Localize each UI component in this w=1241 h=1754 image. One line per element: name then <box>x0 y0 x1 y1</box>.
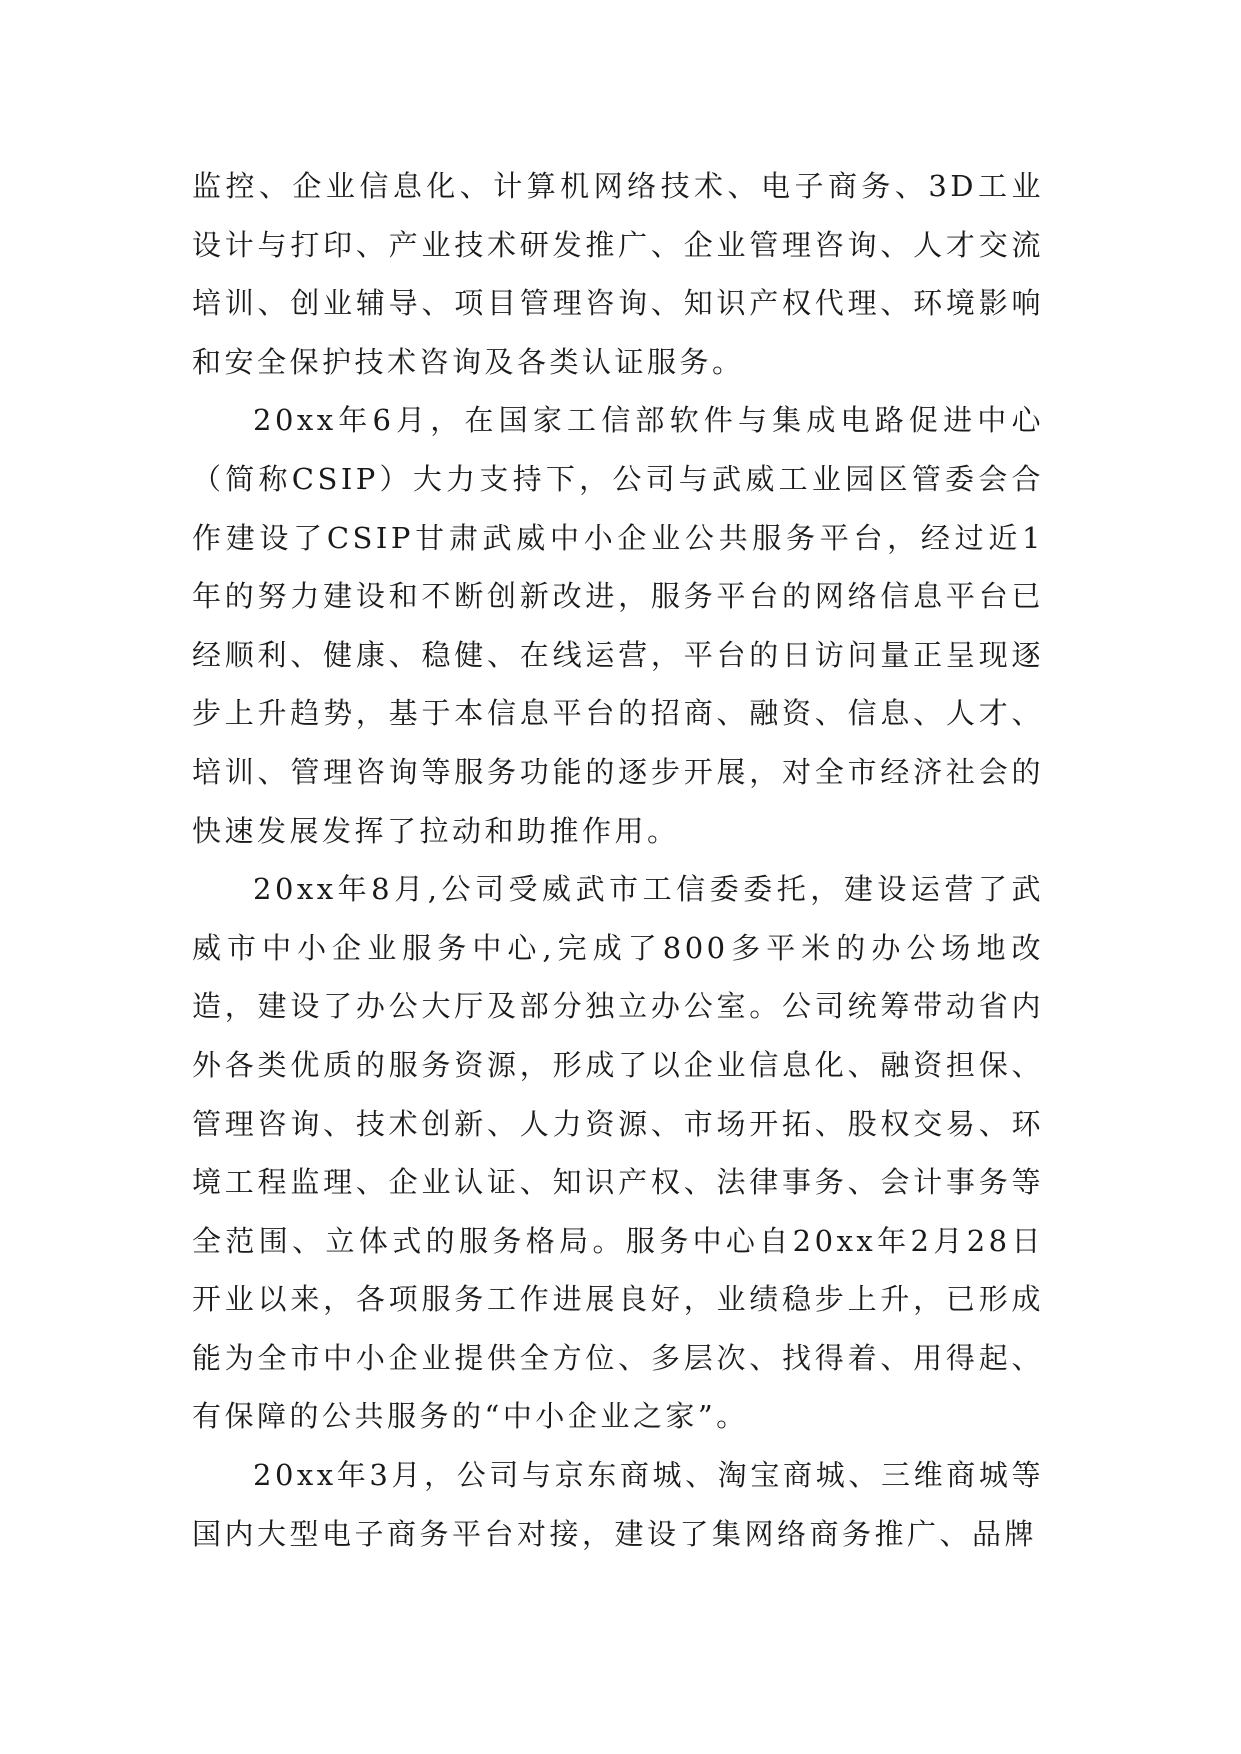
document-body <box>192 157 1044 1563</box>
paragraph-services-list: 监控、企业信息化、计算机网络技术、电子商务、3D工业设计与打印、产业技术研发推广、企业管理咨询、人才交流培训、创业辅导、项目管理咨询、知识产权代理、环境影响和安全保护技术咨询及各类认证服务。 <box>192 169 1044 379</box>
paragraph-service-center: 20xx年8月,公司受威武市工信委委托，建设运营了武威市中小企业服务中心,完成了800多平米的办公场地改造，建设了办公大厅及部分独立办公室。公司统筹带动省内外各类优质的服务资源，形成了以企业信息化、融资担保、管理咨询、技术创新、人力资源、市场开拓、股权交易、环境工程监理、企业认证、知识产权、法律事务、会计事务等全范围、立体式的服务格局。服务中心自20xx年2月28日开业以来，各项服务工作进展良好，业绩稳步上升，已形成能为全市中小企业提供全方位、多层次、找得着、用得起、有保障的公共服务的“中小企业之家”。 <box>192 872 1044 1434</box>
paragraph-csip-platform: 20xx年6月，在国家工信部软件与集成电路促进中心（简称CSIP）大力支持下，公司与武威工业园区管委会合作建设了CSIP甘肃武威中小企业公共服务平台，经过近1年的努力建设和不断创新改进，服务平台的网络信息平台已经顺利、健康、稳健、在线运营，平台的日访问量正呈现逐步上升趋势，基于本信息平台的招商、融资、信息、人才、培训、管理咨询等服务功能的逐步开展，对全市经济社会的快速发展发挥了拉动和助推作用。 <box>192 403 1044 848</box>
paragraph-ecommerce: 20xx年3月，公司与京东商城、淘宝商城、三维商城等国内大型电子商务平台对接，建设了集网络商务推广、品牌 <box>192 1458 1044 1551</box>
